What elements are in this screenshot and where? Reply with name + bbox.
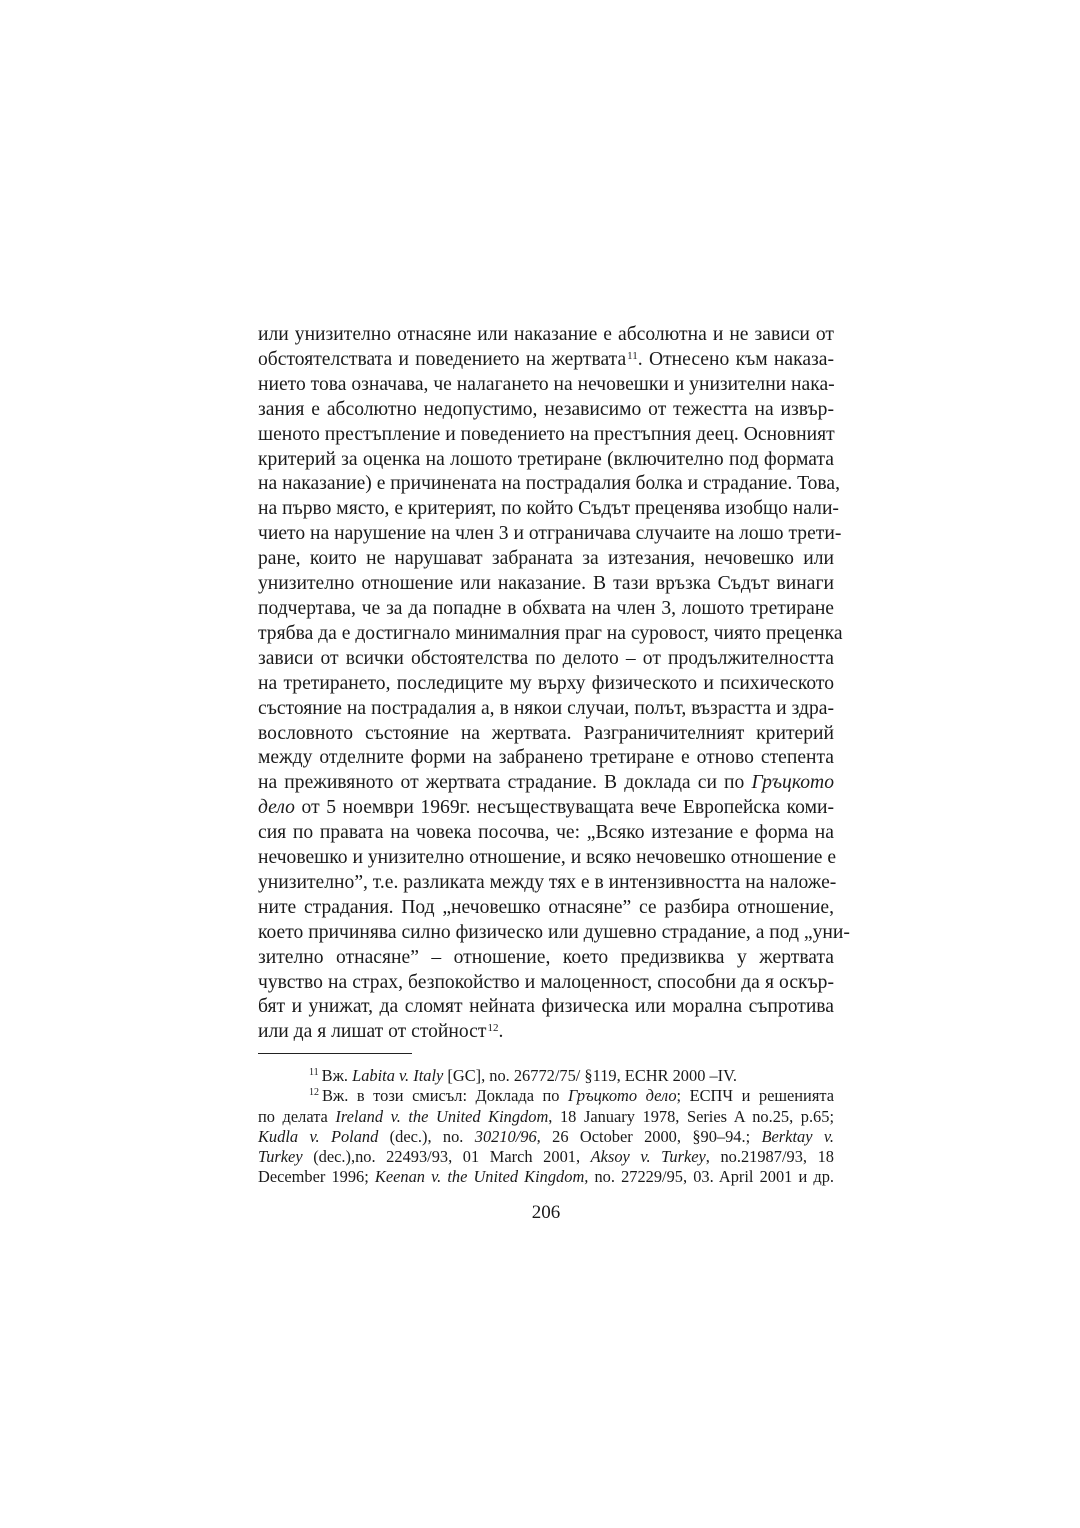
text-line: унизително отношение или наказание. В тази връзка Съдът винаги (258, 573, 834, 595)
italic-case-name: Гръцкото (751, 772, 834, 794)
text-line: шеното престъпление и поведението на престъпния деец. Основният (258, 423, 835, 445)
text-line: критерий за оценка на лошото третиране (включително под формата (258, 448, 834, 470)
text-line: унизително”, т.е. разликата между тях е в интензивността на наложе- (258, 871, 837, 893)
text-line: което причинява силно физическо или душевно страдание, а под „уни- (258, 921, 850, 943)
text-line: зания е абсолютно недопустимо, независимо от тежестта на извър- (258, 398, 834, 420)
text-line: между отделните форми на забранено третиране е отново степента (258, 747, 834, 769)
footnote-12-line: по делата Ireland v. the United Kingdom, 18 January 1978, Series A no.25, p.65; (258, 1106, 834, 1126)
footnote-12-line: December 1996; Keenan v. the United Kingdom, no. 27229/95, 03. April 2001 и др. (258, 1167, 834, 1187)
page-number: 206 (531, 1202, 561, 1223)
italic-case-name: дело (258, 797, 295, 819)
text-line: на първо място, е критерият, по който Съдът преценява изобщо нали- (258, 498, 839, 520)
footnote-separator (258, 1053, 412, 1054)
text-line: чието на нарушение на член 3 и отграничава случаите на лошо трети- (258, 523, 842, 545)
text-line: обстоятелствата и поведението на жертвата$^{11}$. Отнесено към наказа- (258, 348, 834, 370)
text-line: на третирането, последиците му върху физическото и психическото (258, 672, 834, 694)
text-line: чувство на страх, безпокойство и малоценност, способни да я оскър- (258, 971, 834, 993)
footnote-12: $^{12}$ Вж. в този смисъл: Доклада по Гръцкото дело; ЕСПЧ и решенията (309, 1086, 834, 1106)
text-line: трябва да е достигнало минималния праг на суровост, чиято преценка (258, 622, 843, 644)
text-line: на преживяното от жертвата страдание. В доклада си по Гръцкото (258, 772, 834, 794)
footnote-ref[interactable]: 11 (627, 349, 638, 362)
text-line: състояние на пострадалия а, в някои случаи, полът, възрастта и здра- (258, 697, 834, 719)
text-line: дело от 5 ноември 1969г. несъществуващата вече Европейска коми- (258, 797, 834, 819)
text-line: нечовешко и унизително отношение, и всяко нечовешко отношение е (258, 847, 837, 869)
text-line: ните страдания. Под „нечовешко отнасяне” се разбира отношение, (258, 896, 834, 918)
footnote-12-line: Turkey (dec.),no. 22493/93, 01 March 2001, Aksoy v. Turkey, no.21987/93, 18 (258, 1147, 834, 1167)
text-line: нието това означава, че налагането на нечовешки и унизителни нака- (258, 373, 835, 395)
text-line: бят и унижат, да сломят нейната физическа или морална съпротива (258, 996, 834, 1018)
text-line: или унизително отнасяне или наказание е абсолютна и не зависи от (258, 324, 834, 345)
footnote-11: $^{11}$ Вж. Labita v. Italy [GC], no. 26772/75/ §119, ECHR 2000 –IV. (309, 1066, 737, 1085)
text-line: зависи от всички обстоятелства по делото – от продължителността (258, 647, 834, 669)
text-line: зително отнасяне” – отношение, което предизвиква у жертвата (258, 946, 834, 968)
text-line: вословното състояние на жертвата. Разграничителният критерий (258, 722, 834, 744)
footnote-12-line: Kudla v. Poland (dec.), no. 30210/96, 26 October 2000, §90–94.; Berktay v. (258, 1126, 835, 1146)
text-line: на наказание) е причинената на пострадалия болка и страдание. Това, (258, 473, 841, 495)
footnotes (258, 1066, 834, 1188)
text-line: ране, които не нарушават забраната за изтезания, нечовешко или (258, 548, 834, 570)
main-text (258, 323, 850, 1045)
text-line: подчертава, че за да попадне в обхвата на член 3, лошото третиране (258, 597, 834, 619)
footnote-ref[interactable]: 12 (487, 1022, 499, 1035)
text-line: сия по правата на човека посочва, че: „Всяко изтезание е форма на (258, 822, 834, 844)
text-line: или да я лишат от стойност$^{12}$. (258, 1021, 504, 1043)
